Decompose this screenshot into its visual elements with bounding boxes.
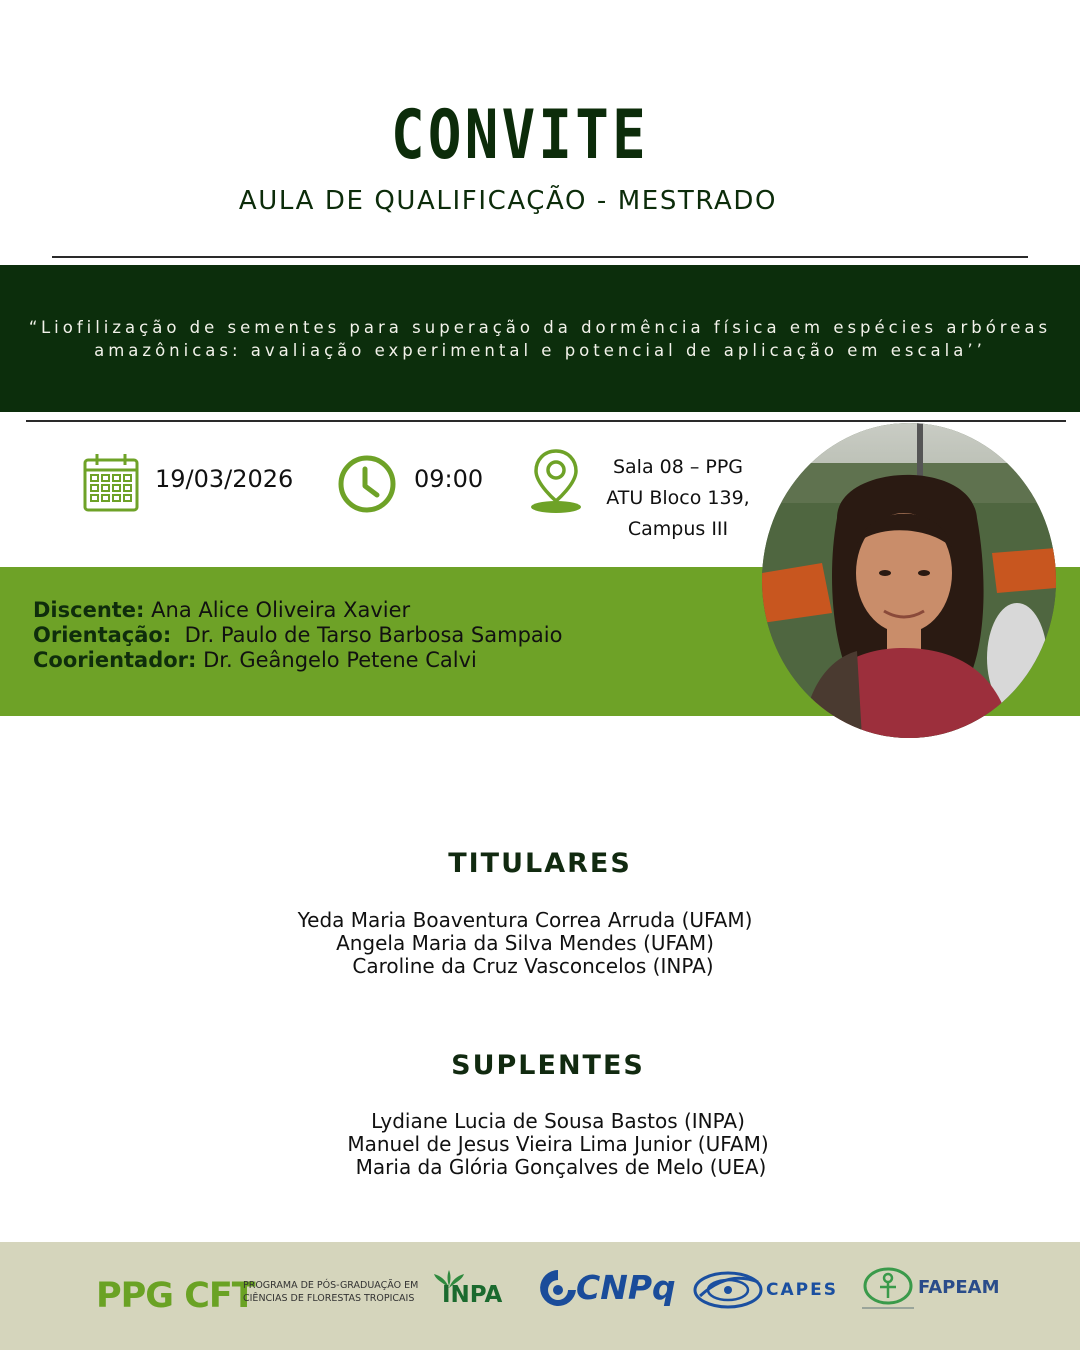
page-subtitle: AULA DE QUALIFICAÇÃO - MESTRADO	[238, 186, 778, 216]
capes-emblem-icon	[692, 1266, 764, 1312]
ppg-cft-logo: PPG CFT	[96, 1276, 255, 1316]
portrait-illustration	[762, 423, 1056, 738]
fapeam-logo: FAPEAM	[918, 1277, 1000, 1298]
student-photo	[762, 423, 1056, 738]
location-pin-icon	[527, 447, 585, 515]
student-row	[33, 598, 562, 623]
list-item: Maria da Glória Gonçalves de Melo (UEA)	[355, 1155, 767, 1179]
event-date: 19/03/2026	[155, 465, 294, 493]
place-line-2: ATU Bloco 139,	[606, 487, 750, 509]
list-item: Yeda Maria Boaventura Correa Arruda (UFAM)	[297, 908, 753, 932]
cnpq-logo: CNPq	[576, 1268, 676, 1307]
clock-icon	[336, 453, 398, 515]
suplentes-list	[0, 1110, 1080, 1179]
place-line-1: Sala 08 – PPG	[612, 456, 744, 478]
advisor-name: Dr. Paulo de Tarso Barbosa Sampaio	[184, 623, 563, 647]
place-line-3: Campus III	[627, 518, 729, 540]
divider-middle	[26, 420, 1066, 422]
event-time: 09:00	[414, 465, 484, 493]
advisor-row	[33, 623, 562, 648]
suplentes-heading: SUPLENTES	[451, 1050, 645, 1081]
list-item: Caroline da Cruz Vasconcelos (INPA)	[352, 954, 714, 978]
divider-top	[52, 256, 1028, 258]
calendar-icon	[82, 452, 140, 512]
titulares-heading: TITULARES	[448, 848, 632, 879]
fapeam-emblem-icon	[862, 1266, 914, 1310]
advisor-label: Orientação:	[33, 623, 172, 647]
coadvisor-row	[33, 648, 562, 673]
thesis-banner	[0, 265, 1080, 412]
cnpq-emblem-icon	[538, 1268, 578, 1310]
ppg-sub-line-2: CIÊNCIAS DE FLORESTAS TROPICAIS	[243, 1293, 415, 1304]
people-list	[33, 598, 562, 673]
ppg-sub-line-1: PROGRAMA DE PÓS-GRADUAÇÃO EM	[243, 1280, 419, 1291]
inpa-logo: INPA	[442, 1282, 503, 1308]
titulares-list	[0, 909, 1080, 978]
capes-logo: CAPES	[766, 1280, 838, 1300]
coadvisor-label: Coorientador:	[33, 648, 197, 672]
list-item: Lydiane Lucia de Sousa Bastos (INPA)	[371, 1109, 745, 1133]
list-item: Angela Maria da Silva Mendes (UFAM)	[336, 931, 714, 955]
thesis-title: “Liofilização de sementes para superação da dormência física em espécies arbóreas amazônicas: avaliação experimental e potencial de aplicação em escala’’	[28, 317, 1052, 360]
page-title: CONVITE	[391, 96, 649, 175]
event-place	[596, 452, 760, 545]
ppg-cft-subtitle	[243, 1279, 418, 1305]
coadvisor-name: Dr. Geângelo Petene Calvi	[203, 648, 477, 672]
list-item: Manuel de Jesus Vieira Lima Junior (UFAM)	[347, 1132, 769, 1156]
student-name: Ana Alice Oliveira Xavier	[151, 598, 411, 622]
student-label: Discente:	[33, 598, 145, 622]
